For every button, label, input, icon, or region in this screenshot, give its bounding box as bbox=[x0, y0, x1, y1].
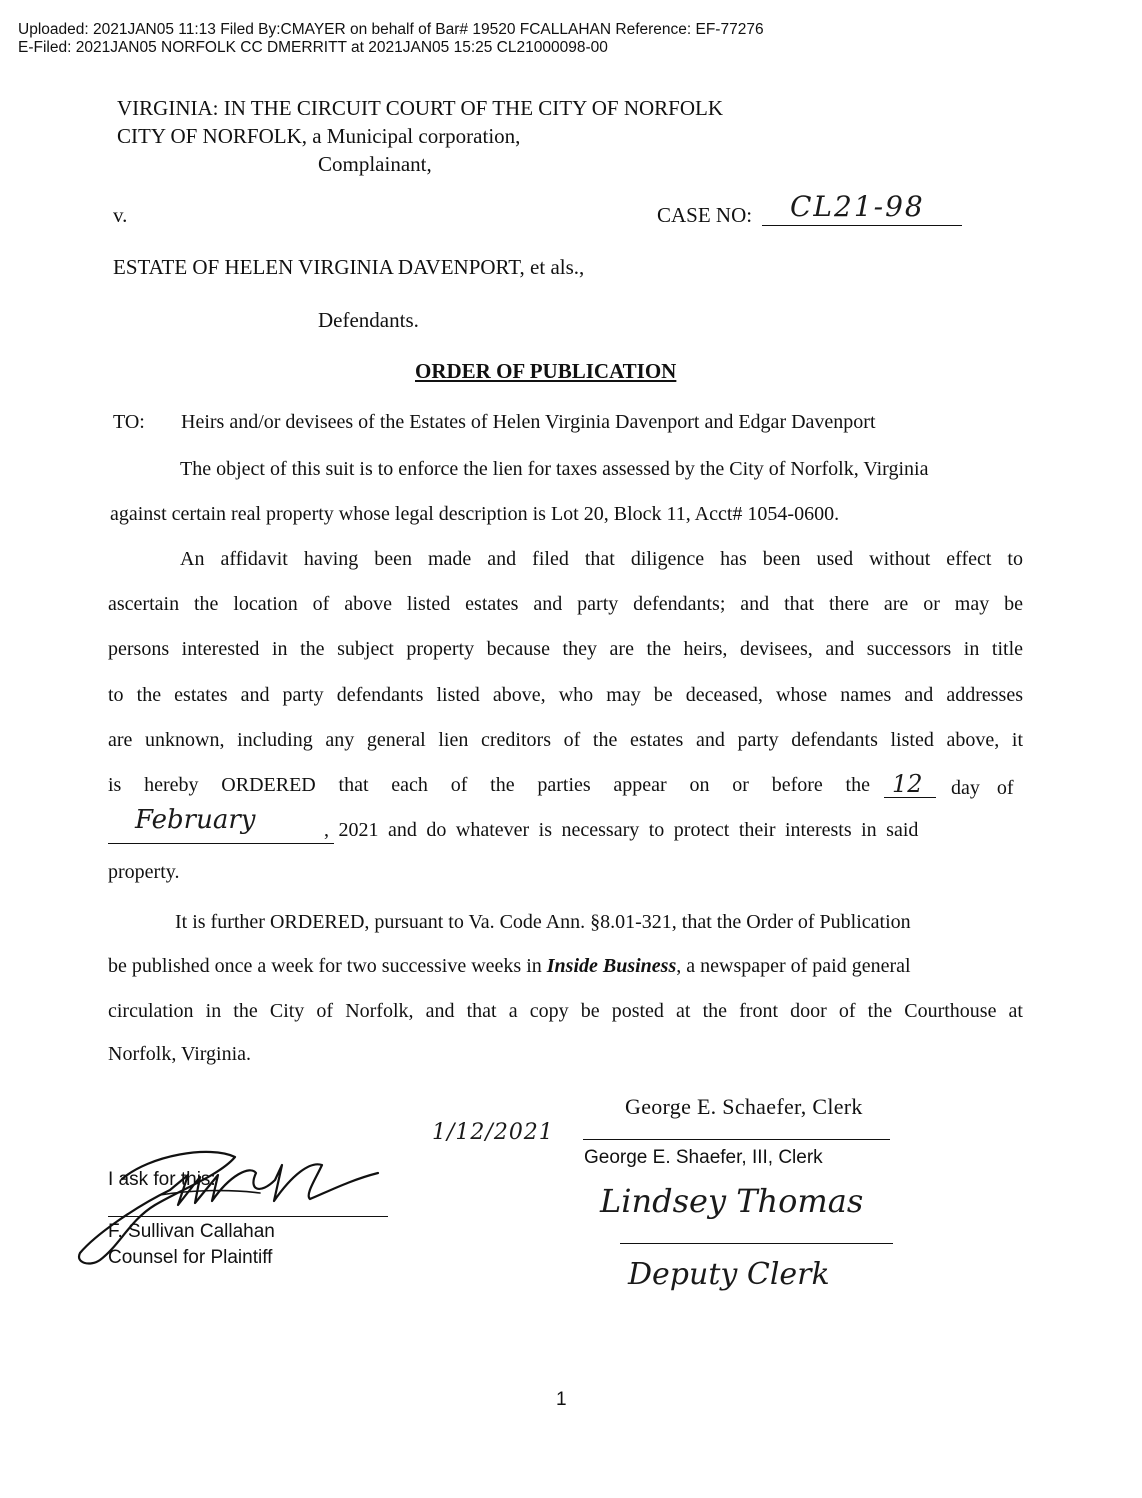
month-blank-line bbox=[108, 843, 334, 844]
day-handwritten: 12 bbox=[892, 770, 923, 798]
case-number-label: CASE NO: bbox=[657, 203, 753, 227]
day-of-label: day of bbox=[951, 777, 1014, 799]
paragraph-3-line-2 bbox=[108, 955, 911, 978]
paragraph-2-line-6: is hereby ORDERED that each of the parties appear on or before the bbox=[108, 774, 870, 796]
paragraph-2-line-1: An affidavit having been made and filed that diligence has been used without effect to bbox=[180, 548, 1023, 570]
paragraph-2-line-4: to the estates and party defendants listed above, who may be deceased, whose names and addresses bbox=[108, 684, 1023, 706]
case-number-line bbox=[762, 225, 962, 226]
paragraph-3-line-2-post: , a newspaper of paid general bbox=[676, 955, 911, 977]
counsel-name: F. Sullivan Callahan bbox=[108, 1221, 275, 1242]
paragraph-2-line-2: ascertain the location of above listed estates and party defendants; and that there are or may be bbox=[108, 593, 1023, 615]
plaintiff-name: CITY OF NORFOLK, a Municipal corporation, bbox=[117, 124, 521, 148]
defendant-name: ESTATE OF HELEN VIRGINIA DAVENPORT, et als., bbox=[113, 255, 585, 279]
clerk-printed-name: George E. Shaefer, III, Clerk bbox=[584, 1147, 823, 1168]
paragraph-2-line-7: , 2021 and do whatever is necessary to protect their interests in said bbox=[324, 819, 919, 841]
counsel-signature-line bbox=[108, 1216, 388, 1217]
newspaper-name: Inside Business bbox=[546, 955, 677, 977]
case-number-handwritten: CL21-98 bbox=[790, 190, 925, 223]
efiling-stamp-line-2: E-Filed: 2021JAN05 NORFOLK CC DMERRITT at 2021JAN05 15:25 CL21000098-00 bbox=[18, 39, 608, 56]
court-heading: VIRGINIA: IN THE CIRCUIT COURT OF THE CITY OF NORFOLK bbox=[117, 96, 724, 120]
paragraph-1-line-2: against certain real property whose legal description is Lot 20, Block 11, Acct# 1054-0600. bbox=[110, 503, 840, 525]
paragraph-3-line-1: It is further ORDERED, pursuant to Va. Code Ann. §8.01-321, that the Order of Publication bbox=[175, 911, 911, 933]
efiling-stamp-line-1: Uploaded: 2021JAN05 11:13 Filed By:CMAYER on behalf of Bar# 19520 FCALLAHAN Reference: EF-77276 bbox=[18, 21, 764, 38]
paragraph-1-line-1: The object of this suit is to enforce the lien for taxes assessed by the City of Norfolk, Virginia bbox=[180, 458, 929, 480]
to-label: TO: bbox=[113, 411, 145, 433]
date-handwritten: 1/12/2021 bbox=[432, 1120, 554, 1145]
deputy-signature-line bbox=[620, 1243, 893, 1244]
paragraph-3-line-2-pre: be published once a week for two successive weeks in bbox=[108, 955, 547, 977]
counsel-role: Counsel for Plaintiff bbox=[108, 1247, 273, 1268]
month-handwritten: February bbox=[135, 805, 256, 835]
clerk-stamp: George E. Schaefer, Clerk bbox=[625, 1094, 863, 1119]
ask-for-this-label: I ask for this: bbox=[108, 1169, 216, 1190]
paragraph-2-line-5: are unknown, including any general lien creditors of the estates and party defendants listed above, it bbox=[108, 729, 1023, 751]
plaintiff-role: Complainant, bbox=[318, 152, 432, 176]
paragraph-2-line-8: property. bbox=[108, 861, 180, 883]
defendant-role: Defendants. bbox=[318, 308, 419, 332]
paragraph-2-line-3: persons interested in the subject property because they are the heirs, devisees, and successors in title bbox=[108, 638, 1023, 660]
clerk-signature-line bbox=[583, 1139, 890, 1140]
paragraph-3-line-4: Norfolk, Virginia. bbox=[108, 1043, 252, 1065]
versus: v. bbox=[113, 203, 128, 227]
deputy-clerk-signature: Lindsey Thomas bbox=[600, 1182, 864, 1220]
deputy-clerk-title-handwritten: Deputy Clerk bbox=[628, 1257, 830, 1292]
page-number: 1 bbox=[556, 1389, 567, 1410]
to-recipients: Heirs and/or devisees of the Estates of Helen Virginia Davenport and Edgar Davenport bbox=[181, 411, 876, 433]
paragraph-3-line-3: circulation in the City of Norfolk, and that a copy be posted at the front door of the Courthouse at bbox=[108, 1000, 1023, 1022]
document-title: ORDER OF PUBLICATION bbox=[415, 359, 677, 383]
